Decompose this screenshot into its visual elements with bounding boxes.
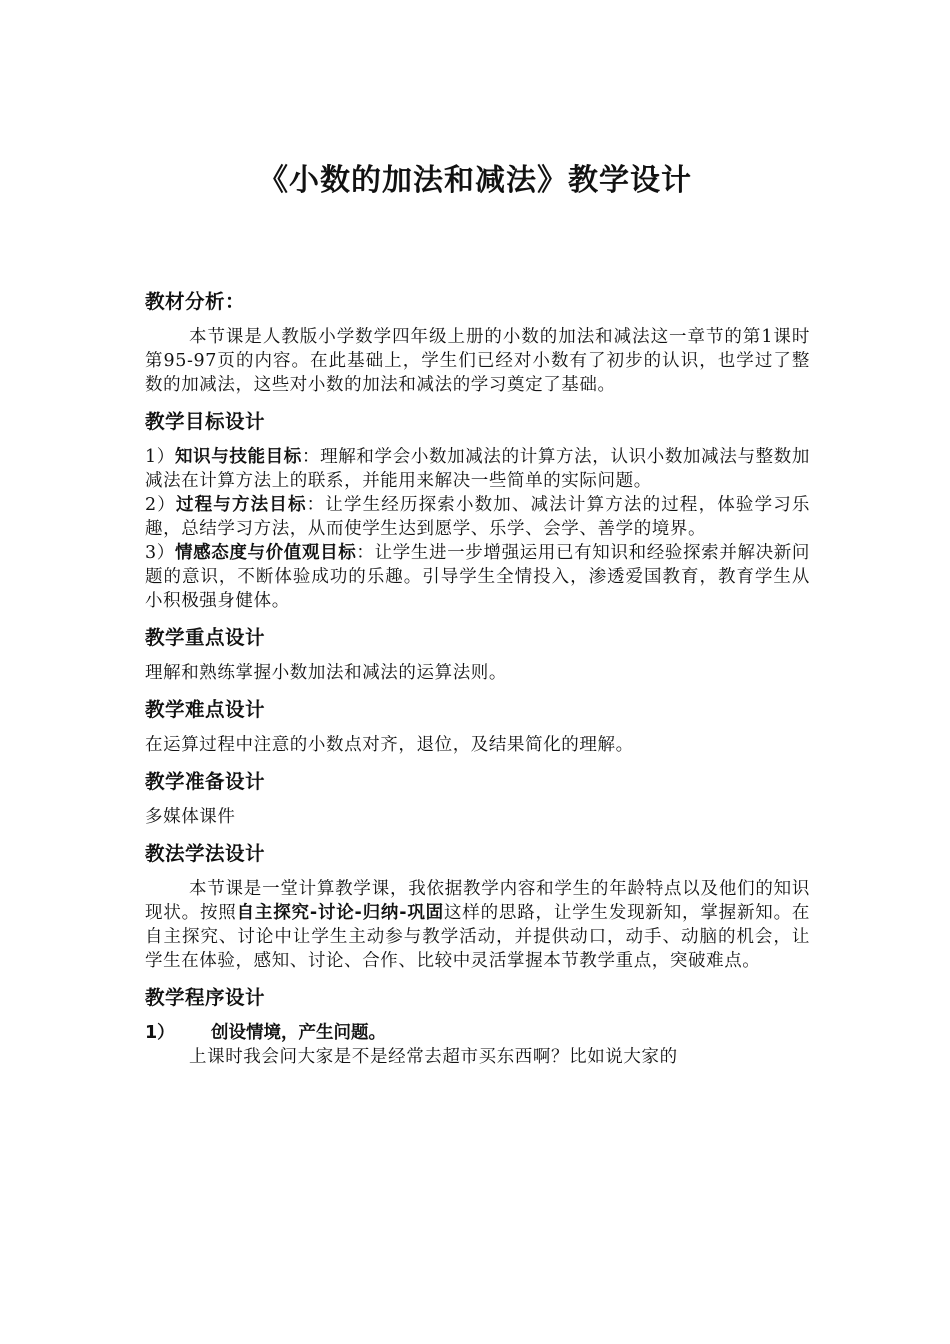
goal-item-2-sep: ：	[306, 495, 326, 515]
goal-item-2-text: 让学生经历探索小数加、减法计算方法的过程，体验学习乐趣，总结学习方法，从而使学生达到愿学、乐学、会学、善学的境界。	[145, 495, 810, 539]
section-heading-difficulty: 教学难点设计	[145, 698, 266, 721]
section-heading-method: 教法学法设计	[145, 842, 266, 865]
difficulty-text: 在运算过程中注意的小数点对齐，退位，及结果简化的理解。	[145, 735, 634, 755]
section-heading-procedure: 教学程序设计	[145, 986, 266, 1009]
goal-item-3	[145, 541, 810, 613]
analysis-text: 本节课是人教版小学数学四年级上册的小数的加法和减法这一章节的第1课时第95-97页的内容。在此基础上，学生们已经对小数有了初步的认识，也学过了整数的加减法，这些对小数的加法和减法的学习奠定了基础。	[145, 327, 810, 395]
procedure-step-1	[145, 1021, 810, 1045]
goal-item-3-label: 情感态度与价值观目标	[174, 543, 357, 563]
method-text-bold: 自主探究-讨论-归纳-巩固	[236, 903, 444, 923]
goal-item-1-num: 1）	[145, 447, 175, 467]
goal-item-2-num: 2）	[145, 495, 176, 515]
method-text-before: 本节课是一堂计算教学课，我依据教学内容和学生的年龄特点以及他们的知识现状。按照	[145, 879, 810, 923]
prep-text: 多媒体课件	[145, 807, 236, 827]
goal-item-2	[145, 493, 810, 541]
procedure-step-1-num: 1）	[145, 1023, 175, 1043]
goal-item-3-text: 让学生进一步增强运用已有知识和经验探索并解决新问题的意识，不断体验成功的乐趣。引导学生全情投入，渗透爱国教育，教育学生从小积极强身健体。	[145, 543, 811, 611]
goal-item-1-sep: ：	[301, 447, 321, 467]
section-heading-analysis: 教材分析：	[145, 290, 246, 313]
procedure-step-1-text: 上课时我会问大家是不是经常去超市买东西啊？比如说大家的	[189, 1047, 678, 1067]
method-text	[145, 877, 810, 973]
goal-item-1-text: 理解和学会小数加减法的计算方法，认识小数加减法与整数加减法在计算方法上的联系，并能用来解决一些简单的实际问题。	[145, 447, 811, 491]
goal-item-3-sep: ：	[356, 543, 375, 563]
key-text: 理解和熟练掌握小数加法和减法的运算法则。	[145, 663, 507, 683]
document-title: 《小数的加法和减法》教学设计	[258, 163, 692, 198]
section-heading-goals: 教学目标设计	[145, 410, 266, 433]
section-heading-prep: 教学准备设计	[145, 770, 266, 793]
goal-item-2-label: 过程与方法目标	[175, 495, 307, 515]
goal-item-1-label: 知识与技能目标	[174, 447, 302, 467]
procedure-step-1-title: 创设情境，产生问题。	[211, 1023, 386, 1043]
document-body	[145, 287, 810, 1069]
method-text-after: 这样的思路，让学生发现新知，掌握新知。在自主探究、讨论中让学生主动参与教学活动，并提供动口，动手、动脑的机会，让学生在体验，感知、讨论、合作、比较中灵活掌握本节教学重点，突破难点。	[145, 903, 811, 971]
goal-item-3-num: 3）	[145, 543, 175, 563]
goal-item-1	[145, 445, 810, 493]
section-heading-key: 教学重点设计	[145, 626, 266, 649]
